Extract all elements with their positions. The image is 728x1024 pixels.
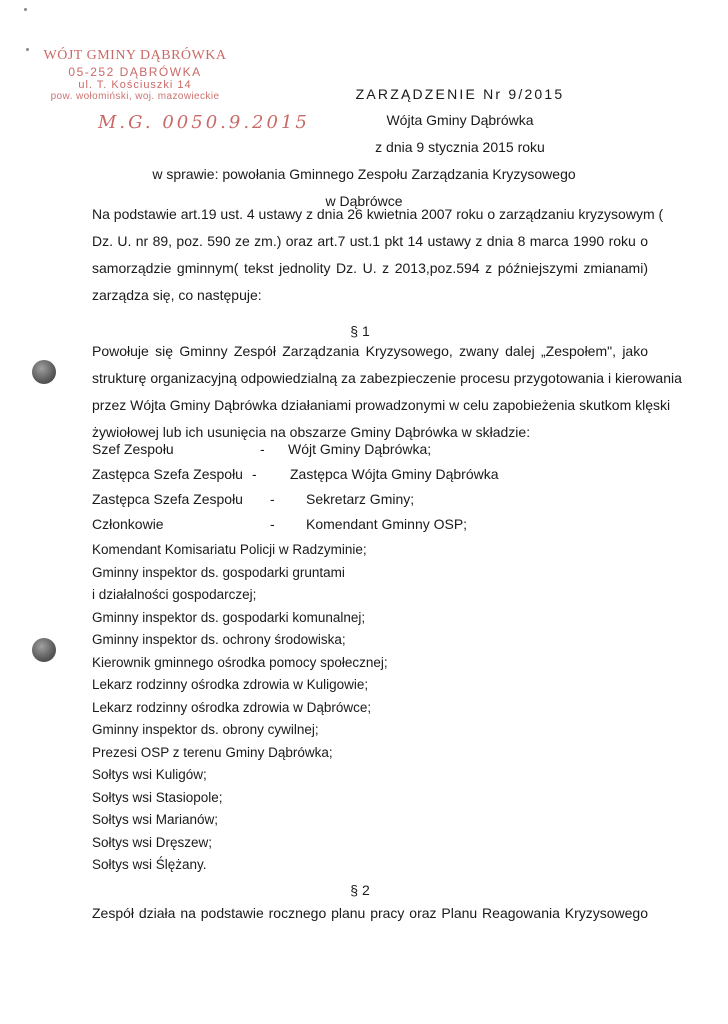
subject-line: w sprawie: powołania Gminnego Zespołu Zarządzania Kryzysowego [152,166,576,182]
team-composition [92,436,648,536]
member-person: Wójt Gminy Dąbrówka; [288,441,432,457]
member-role: Szef Zespołu [92,441,174,457]
paragraph-line: Dz. U. nr 89, poz. 590 ze zm.) oraz art.7 ust.1 pkt 14 ustawy z dnia 8 marca 1990 roku o [92,233,648,249]
list-item: Kierownik gminnego ośrodka pomocy społecznej; [92,654,388,670]
legal-basis-paragraph [92,201,664,309]
list-item: Gminny inspektor ds. gospodarki gruntami [92,564,345,580]
list-item: Gminny inspektor ds. ochrony środowiska; [92,632,346,647]
list-item: i działalności gospodarczej; [92,587,257,602]
subject-line-continued: w Dąbrówce [325,193,403,209]
paragraph-line: strukturę organizacyjną odpowiedzialną za zabezpieczenie procesu przygotowania i kierowania [92,370,682,386]
paragraph-line: przez Wójta Gminy Dąbrówka działaniami prowadzonymi w celu zapobieżenia skutkom klęski [92,397,671,413]
member-dash: - [252,466,257,482]
member-row [92,511,648,536]
list-item: Prezesi OSP z terenu Gminy Dąbrówka; [92,744,333,760]
stamp-line-postcode: 05-252 DĄBRÓWKA [68,65,202,79]
member-role: Zastępca Szefa Zespołu [92,491,243,507]
scan-speck [24,8,27,11]
list-item: Gminny inspektor ds. gospodarki komunalnej; [92,609,366,625]
paragraph-line: Zespół działa na podstawie rocznego planu pracy oraz Planu Reagowania Kryzysowego [92,905,648,921]
list-item: Komendant Komisariatu Policji w Radzyminie; [92,542,367,557]
scan-speck [26,48,29,51]
paragraph-line: Powołuje się Gminny Zespół Zarządzania Kryzysowego, zwany dalej „Zespołem", jako [92,343,648,359]
member-role: Członkowie [92,516,164,532]
member-person: Zastępca Wójta Gminy Dąbrówka [290,466,499,482]
document-title: ZARZĄDZENIE Nr 9/2015 [355,86,565,102]
member-person: Sekretarz Gminy; [306,491,415,507]
list-item: Sołtys wsi Kuligów; [92,767,207,782]
section-2-heading: § 2 [350,882,370,898]
member-dash: - [270,491,275,507]
stamp-line-office: WÓJT GMINY DĄBRÓWKA [43,48,227,63]
member-row [92,461,648,486]
member-dash: - [260,441,265,457]
section-1-heading: § 1 [350,323,370,339]
paragraph-line: żywiołowej lub ich usunięcia na obszarze Gminy Dąbrówka w składzie: [92,424,531,440]
member-row [92,436,648,461]
list-item: Lekarz rodzinny ośrodka zdrowia w Kuligowie; [92,677,369,692]
list-item: Sołtys wsi Dręszew; [92,834,213,850]
binder-hole [32,360,56,384]
member-row [92,486,648,511]
members-list [92,536,648,874]
list-item: Lekarz rodzinny ośrodka zdrowia w Dąbrówce; [92,699,372,715]
paragraph-line: zarządza się, co następuje: [92,287,262,303]
list-item: Sołtys wsi Marianów; [92,812,219,827]
member-role: Zastępca Szefa Zespołu [92,466,243,482]
paragraph-line: Na podstawie art.19 ust. 4 ustawy z dnia 26 kwietnia 2007 roku o zarządzaniu kryzysowym ( [92,206,664,222]
member-person: Komendant Gminny OSP; [306,516,468,532]
paragraph-line: samorządzie gminnym( tekst jednolity Dz. U. z 2013,poz.594 z późniejszymi zmianami) [92,260,648,276]
stamp-line-street: ul. T. Kościuszki 14 [78,79,192,91]
list-item: Gminny inspektor ds. obrony cywilnej; [92,722,319,737]
section-2-paragraph [92,900,648,927]
member-dash: - [270,516,275,532]
stamp-line-county: pow. wołomiński, woj. mazowieckie [50,91,220,102]
list-item: Sołtys wsi Stasiopole; [92,789,223,805]
issuing-authority: Wójta Gminy Dąbrówka [386,112,534,128]
binder-hole [32,638,56,662]
issue-date: z dnia 9 stycznia 2015 roku [375,139,545,155]
handwritten-reference: M.G. 0050.9.2015 [98,112,310,133]
section-1-paragraph [92,338,682,446]
list-item: Sołtys wsi Ślężany. [92,857,207,872]
